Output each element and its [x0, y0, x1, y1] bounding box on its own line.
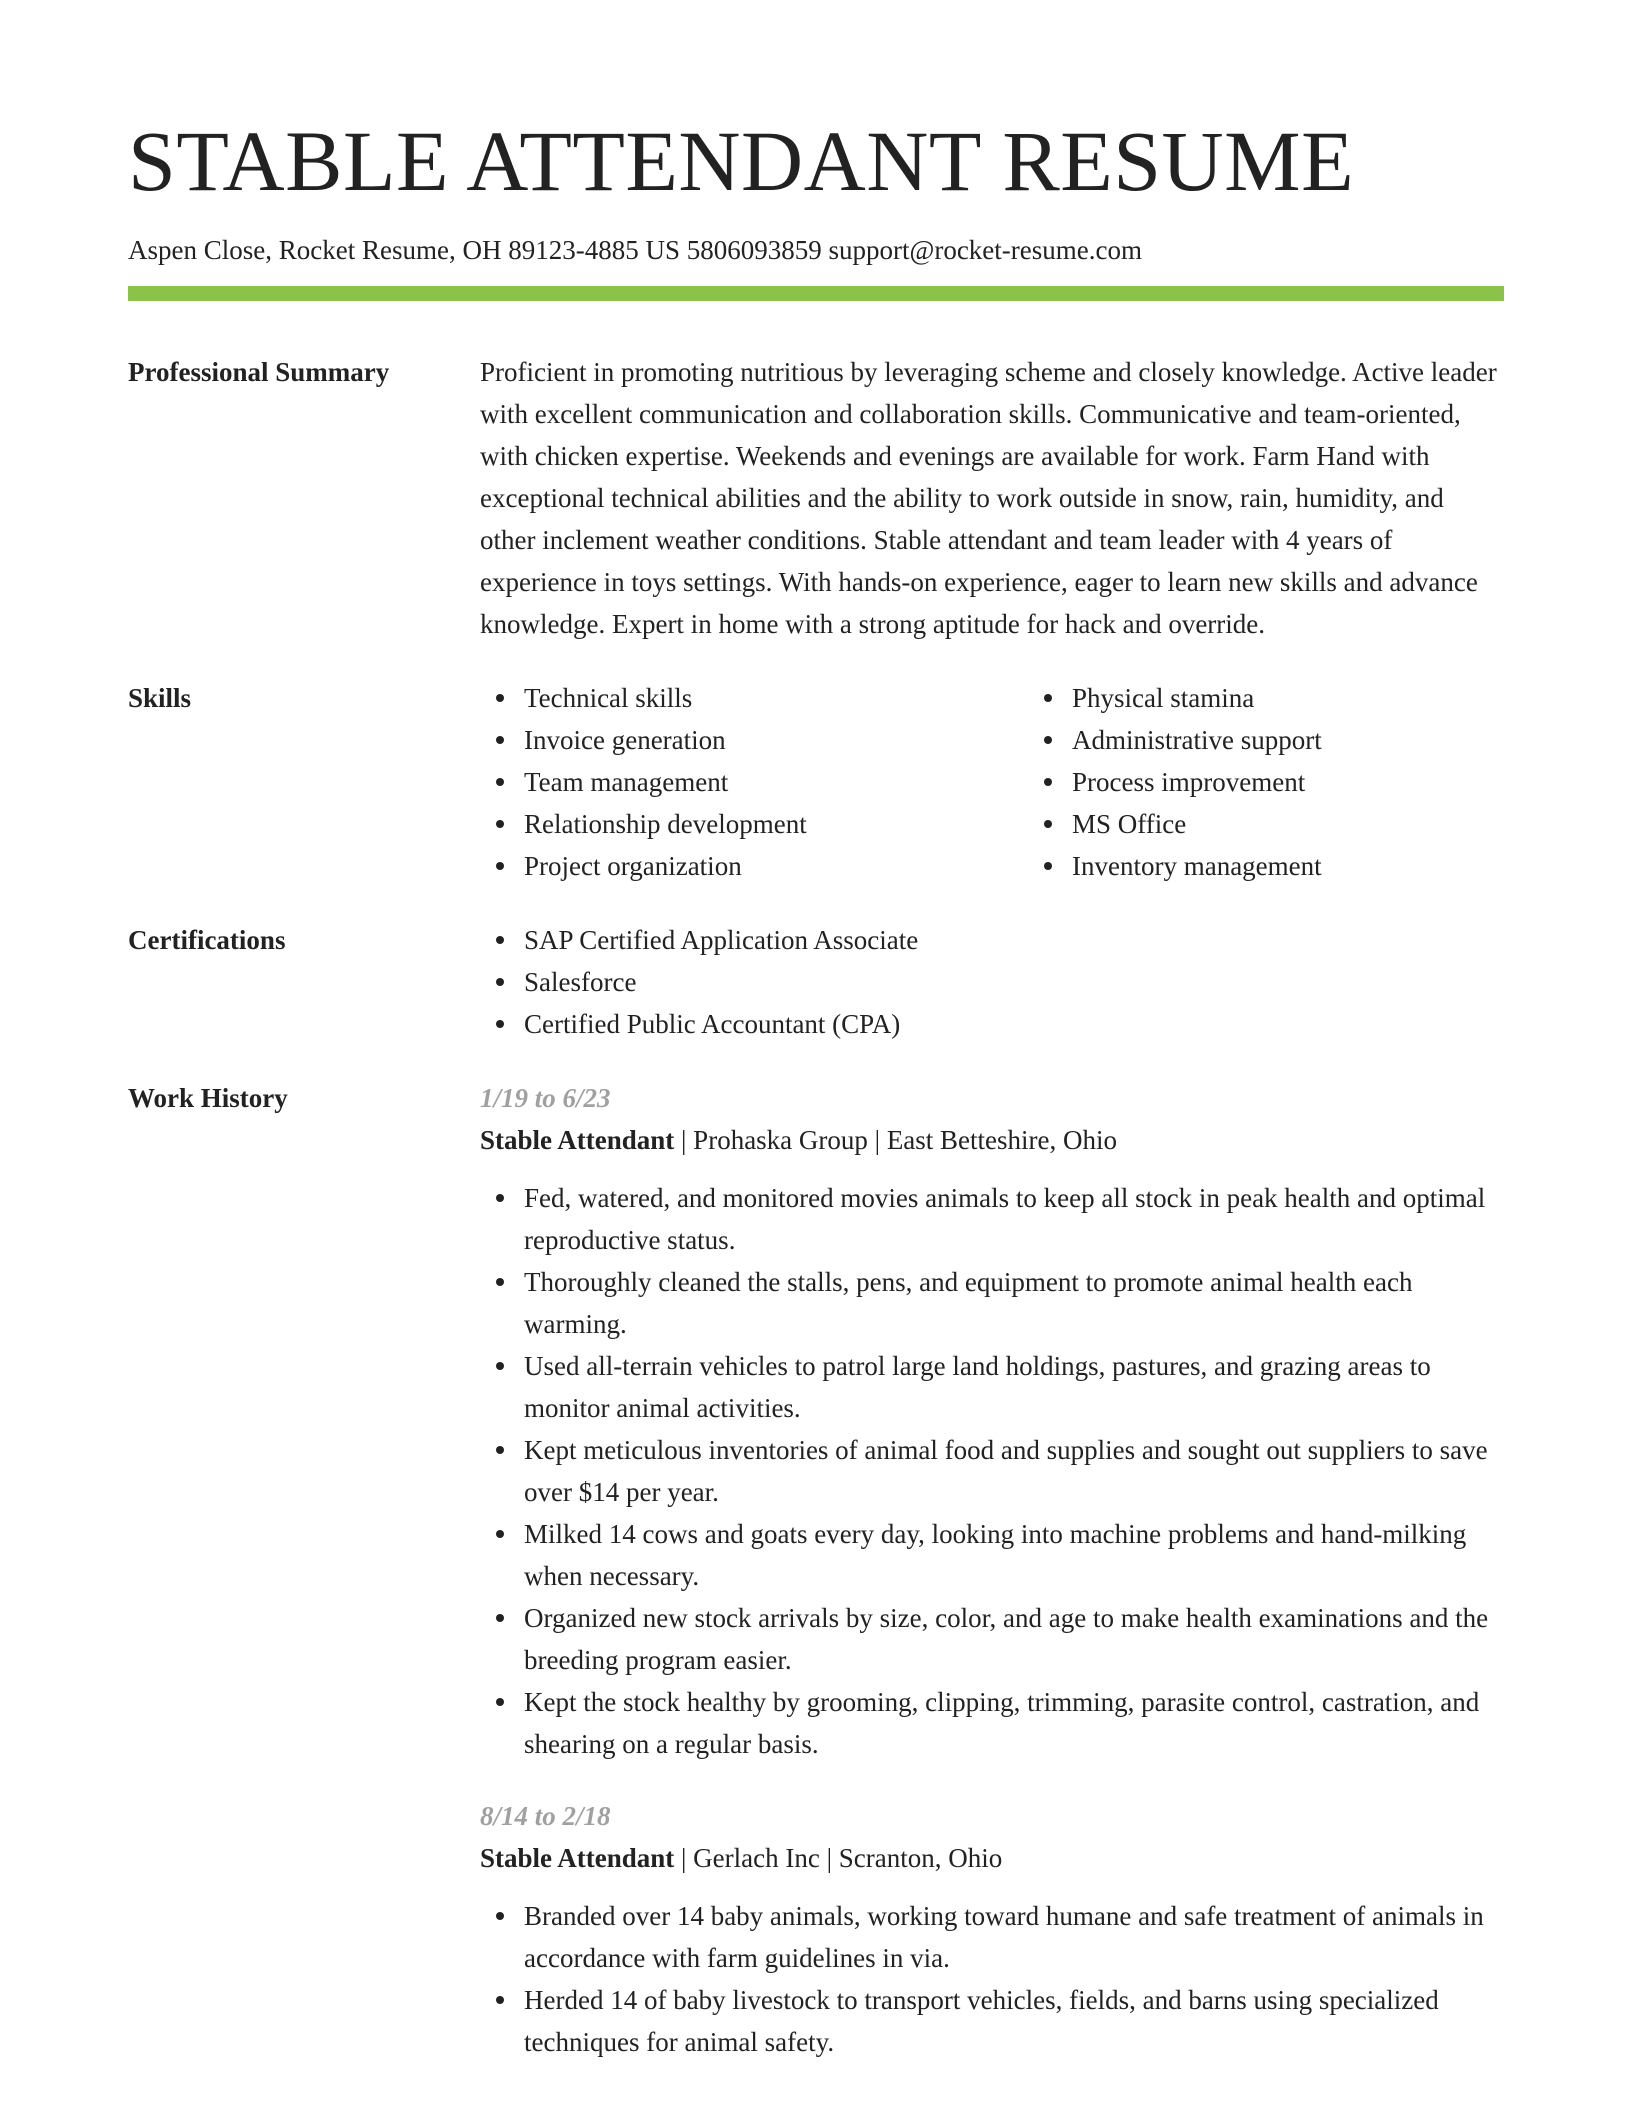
certifications-list — [480, 919, 1504, 1045]
job-entry — [480, 1795, 1504, 2063]
job-heading — [480, 1119, 1504, 1161]
work-history-section — [128, 1077, 1504, 2093]
summary-text: Proficient in promoting nutritious by leveraging scheme and closely knowledge. Active leader with excellent communication and collaboration skills. Communicative and team-oriented, with chicken expertise. Weekends and evenings are available for work. Farm Hand with exceptional technical abilities and the ability to work outside in snow, rain, humidity, and other inclement weather conditions. Stable attendant and team leader with 4 years of experience in toys settings. With hands-on experience, eager to learn new skills and advance knowledge. Expert in home with a strong aptitude for hack and override. — [480, 357, 1497, 639]
resume-title: STABLE ATTENDANT RESUME — [128, 113, 1355, 209]
skill-item: Inventory management — [1072, 845, 1532, 887]
job-title: Stable Attendant — [480, 1843, 675, 1873]
job-entry — [480, 1077, 1504, 1765]
skill-item: Invoice generation — [524, 719, 984, 761]
job-duty: Organized new stock arrivals by size, color, and age to make health examinations and the breeding program easier. — [524, 1597, 1504, 1681]
job-employer-location: | Prohaska Group | East Betteshire, Ohio — [674, 1125, 1118, 1155]
skill-item: Technical skills — [524, 677, 984, 719]
contact-info: Aspen Close, Rocket Resume, OH 89123-4885 US 5806093859 support@rocket-resume.com — [128, 235, 1142, 265]
summary-section — [128, 351, 1504, 645]
skill-item: MS Office — [1072, 803, 1532, 845]
skill-item: Relationship development — [524, 803, 984, 845]
section-label-certifications: Certifications — [128, 925, 286, 955]
certification-item: SAP Certified Application Associate — [524, 919, 1504, 961]
certification-item: Certified Public Accountant (CPA) — [524, 1003, 1504, 1045]
accent-divider — [128, 286, 1504, 301]
job-duties-list — [480, 1895, 1504, 2063]
section-label-skills: Skills — [128, 683, 192, 713]
job-dates: 1/19 to 6/23 — [480, 1083, 611, 1113]
skills-section — [128, 677, 1504, 887]
job-duty: Kept the stock healthy by grooming, clipping, trimming, parasite control, castration, and shearing on a regular basis. — [524, 1681, 1504, 1765]
skill-item: Process improvement — [1072, 761, 1532, 803]
skill-item: Team management — [524, 761, 984, 803]
section-label-summary: Professional Summary — [128, 357, 390, 387]
skill-item: Physical stamina — [1072, 677, 1532, 719]
job-duties-list — [480, 1177, 1504, 1765]
job-duty: Kept meticulous inventories of animal food and supplies and sought out suppliers to save over $14 per year. — [524, 1429, 1504, 1513]
certification-item: Salesforce — [524, 961, 1504, 1003]
job-duty: Thoroughly cleaned the stalls, pens, and equipment to promote animal health each warming. — [524, 1261, 1504, 1345]
resume-content — [128, 351, 1504, 2125]
skills-list-right — [1028, 677, 1532, 887]
skills-list-left — [480, 677, 984, 887]
certifications-section — [128, 919, 1504, 1045]
job-duty: Herded 14 of baby livestock to transport vehicles, fields, and barns using specialized techniques for animal safety. — [524, 1979, 1504, 2063]
job-employer-location: | Gerlach Inc | Scranton, Ohio — [674, 1843, 1003, 1873]
job-title: Stable Attendant — [480, 1125, 675, 1155]
job-duty: Used all-terrain vehicles to patrol large land holdings, pastures, and grazing areas to monitor animal activities. — [524, 1345, 1504, 1429]
job-duty: Fed, watered, and monitored movies animals to keep all stock in peak health and optimal reproductive status. — [524, 1177, 1504, 1261]
job-duty: Milked 14 cows and goats every day, looking into machine problems and hand-milking when necessary. — [524, 1513, 1504, 1597]
job-heading — [480, 1837, 1504, 1879]
skill-item: Administrative support — [1072, 719, 1532, 761]
job-dates: 8/14 to 2/18 — [480, 1801, 611, 1831]
section-label-work-history: Work History — [128, 1083, 288, 1113]
skill-item: Project organization — [524, 845, 984, 887]
job-duty: Branded over 14 baby animals, working toward humane and safe treatment of animals in accordance with farm guidelines in via. — [524, 1895, 1504, 1979]
